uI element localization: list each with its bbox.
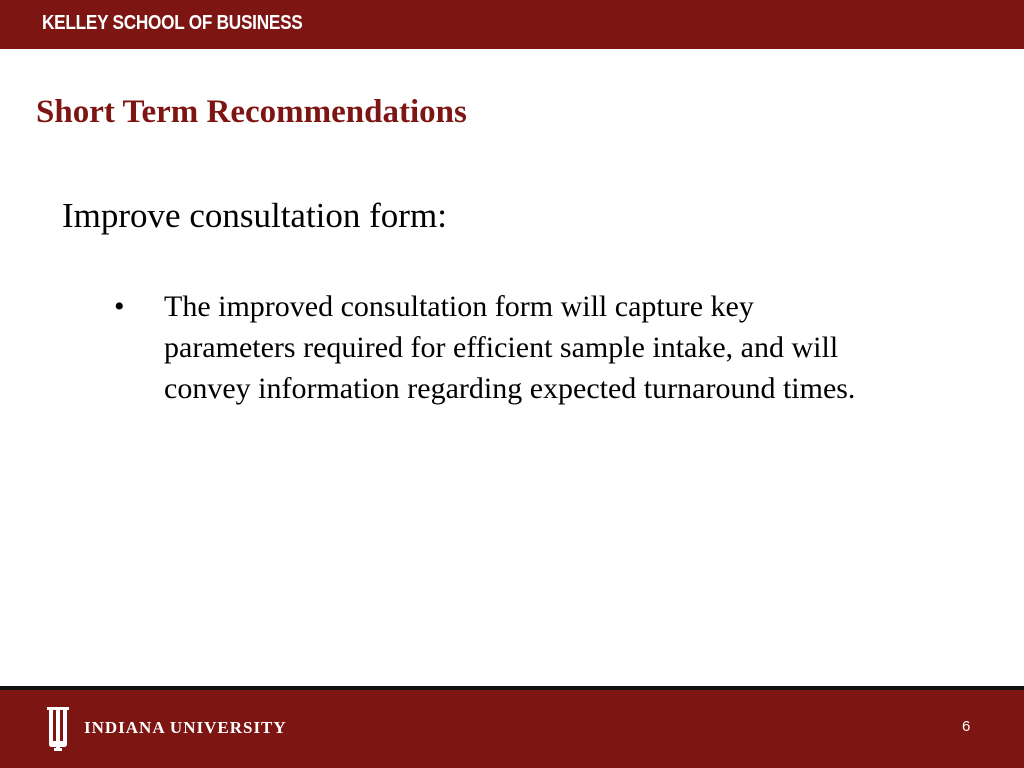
section-heading: Improve consultation form:	[62, 196, 447, 235]
bullet-text: The improved consultation form will capture key parameters required for efficient sample intake, and will convey information regarding expected turnaround times.	[164, 290, 856, 405]
iu-trident-icon	[40, 707, 76, 751]
footer-bar	[0, 690, 1024, 768]
school-name: KELLEY SCHOOL OF BUSINESS	[42, 12, 303, 34]
header-bar	[0, 0, 1024, 49]
bullet-item	[108, 286, 888, 409]
slide-title: Short Term Recommendations	[36, 94, 467, 130]
university-name: INDIANA UNIVERSITY	[84, 718, 287, 737]
bullet-list	[108, 286, 888, 409]
bullet-marker: •	[114, 290, 125, 323]
page-number: 6	[962, 718, 971, 735]
